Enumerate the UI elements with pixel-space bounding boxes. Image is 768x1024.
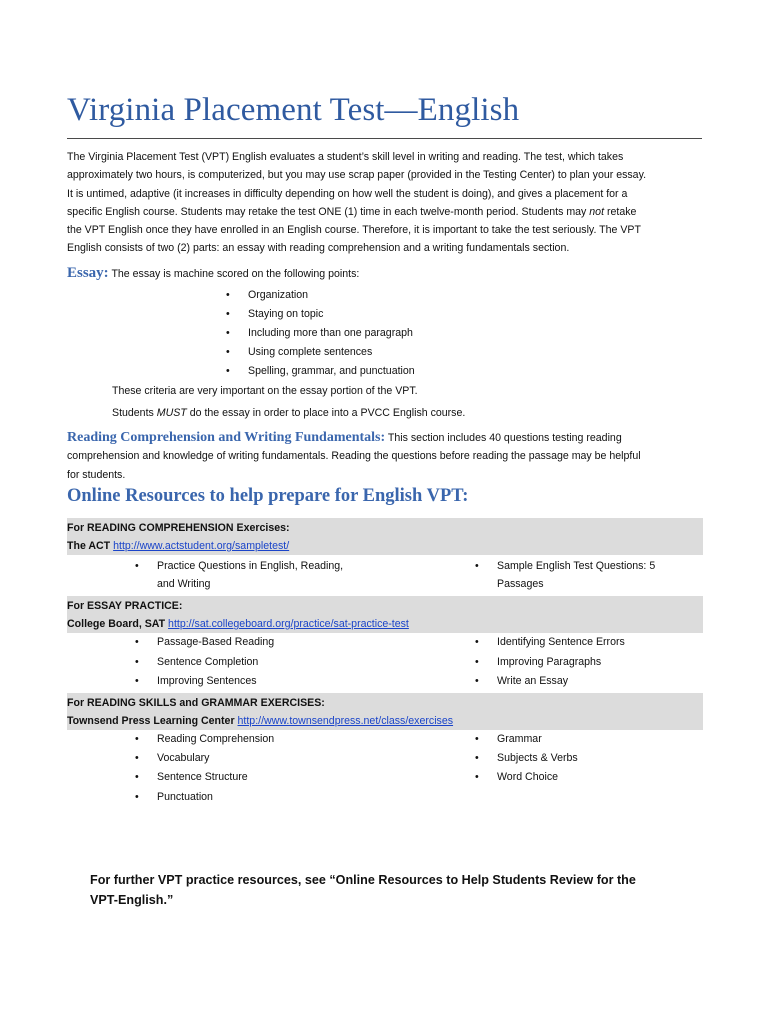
list-item: • Spelling, grammar, and punctuation xyxy=(226,362,415,381)
resource-source-name: Townsend Press Learning Center xyxy=(67,715,238,727)
resource-items-grammar xyxy=(67,730,703,810)
reading-heading: Reading Comprehension and Writing Fundamentals: xyxy=(67,430,386,445)
emphasis-not: not xyxy=(589,205,605,218)
online-resources-heading: Online Resources to help prepare for English VPT: xyxy=(67,486,469,506)
footer-line: VPT-English.” xyxy=(90,893,174,907)
resource-list-right xyxy=(475,730,578,788)
reading-section xyxy=(67,428,707,485)
resource-category: For READING COMPREHENSION Exercises: xyxy=(67,522,290,534)
resource-items-reading xyxy=(67,555,703,596)
resource-items-essay xyxy=(67,633,703,693)
resource-source xyxy=(67,615,703,633)
reading-line: for students. xyxy=(67,469,126,481)
list-item: • Organization xyxy=(226,286,415,305)
further-resources-note xyxy=(90,870,690,910)
list-item: • Grammar xyxy=(475,730,578,749)
list-item: • Improving Paragraphs xyxy=(475,653,625,673)
list-item: • Including more than one paragraph xyxy=(226,324,415,343)
resource-list-left xyxy=(135,730,274,807)
reading-text: This section includes 40 questions testing reading xyxy=(385,432,622,444)
list-item: • Reading Comprehension xyxy=(135,730,274,749)
list-item xyxy=(475,557,655,593)
list-item: • Subjects & Verbs xyxy=(475,749,578,768)
intro-line: English consists of two (2) parts: an essay with reading comprehension and a writing fundamentals section. xyxy=(67,242,570,255)
resource-list-right xyxy=(475,633,625,692)
resource-header-reading xyxy=(67,518,703,555)
list-item: • Identifying Sentence Errors xyxy=(475,633,625,653)
intro-line: The Virginia Placement Test (VPT) English evaluates a student’s skill level in writing and reading. The test, which takes xyxy=(67,151,624,163)
resource-category: For READING SKILLS and GRAMMAR EXERCISES: xyxy=(67,697,325,709)
criteria-note: These criteria are very important on the essay portion of the VPT. xyxy=(112,385,418,397)
page-title: Virginia Placement Test—English xyxy=(67,92,520,128)
list-item: • Vocabulary xyxy=(135,749,274,768)
resource-source xyxy=(67,537,703,555)
list-item: • Sentence Structure xyxy=(135,768,274,787)
resource-source-name: The ACT xyxy=(67,540,114,552)
list-item: • Staying on topic xyxy=(226,305,415,324)
act-sample-test-link[interactable]: http://www.actstudent.org/sampletest/ xyxy=(113,540,290,552)
must-note xyxy=(112,407,465,419)
essay-heading: Essay: xyxy=(67,265,109,281)
essay-points-list xyxy=(226,286,415,381)
essay-intro-text: The essay is machine scored on the following points: xyxy=(108,268,360,280)
footer-line: For further VPT practice resources, see “Online Resources to Help Students Review for the xyxy=(90,873,636,887)
sat-practice-test-link[interactable]: http://sat.collegeboard.org/practice/sat-practice-test xyxy=(168,618,409,630)
resource-list-left xyxy=(135,557,343,593)
intro-paragraph xyxy=(67,148,704,258)
intro-line: the VPT English once they have enrolled in an English course. Therefore, it is important to take the test seriously. The VPT xyxy=(67,224,641,237)
must-note-text: do the essay in order to place into a PVCC English course. xyxy=(186,407,466,419)
intro-line xyxy=(67,203,704,221)
townsend-exercises-link[interactable]: http://www.townsendpress.net/class/exercises xyxy=(237,715,454,727)
resource-source xyxy=(67,712,703,730)
list-item xyxy=(135,557,343,593)
resource-category: For ESSAY PRACTICE: xyxy=(67,600,183,612)
resource-header-essay xyxy=(67,596,703,633)
list-item: • Sentence Completion xyxy=(135,653,274,673)
title-divider xyxy=(67,138,702,139)
intro-line: It is untimed, adaptive (it increases in difficulty depending on how well the student is doing), and gives a placement for a xyxy=(67,187,628,200)
resource-header-grammar xyxy=(67,693,703,730)
essay-section xyxy=(67,262,707,284)
resource-list-left xyxy=(135,633,274,692)
reading-line: comprehension and knowledge of writing fundamentals. Reading the questions before reading the passage may be helpful xyxy=(67,450,641,462)
list-item: • Punctuation xyxy=(135,788,274,807)
intro-text: retake xyxy=(604,205,637,218)
resource-list-right xyxy=(475,557,655,593)
resources-table xyxy=(67,518,703,810)
list-item: • Improving Sentences xyxy=(135,672,274,692)
reading-line xyxy=(67,428,707,447)
intro-line: approximately two hours, is computerized, but you may use scrap paper (provided in the Testing Center) to plan your essay. xyxy=(67,169,647,182)
intro-text: specific English course. Students may retake the test ONE (1) time in each twelve-month period. Students may xyxy=(67,205,590,218)
list-item: • Passage-Based Reading xyxy=(135,633,274,653)
must-note-text: Students xyxy=(112,407,157,419)
list-item-text: Practice Questions in English, Reading, and Writing xyxy=(157,560,344,590)
list-item: • Write an Essay xyxy=(475,672,625,692)
list-item: • Using complete sentences xyxy=(226,343,415,362)
list-item: • Word Choice xyxy=(475,768,578,787)
emphasis-must: MUST xyxy=(156,407,187,419)
resource-source-name: College Board, SAT xyxy=(67,618,169,630)
list-item-text: Sample English Test Questions: 5 Passages xyxy=(497,560,656,590)
